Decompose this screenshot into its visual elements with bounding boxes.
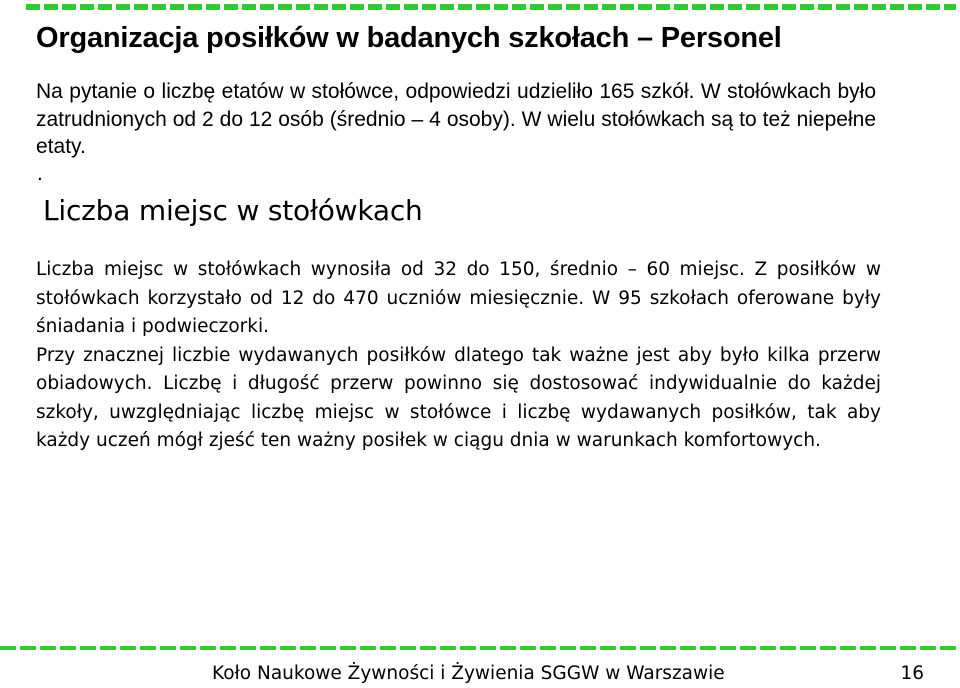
body-text [36, 256, 881, 456]
intro-paragraph: Na pytanie o liczbę etatów w stołówce, odpowiedzi udzieliło 165 szkół. W stołówkach było zatrudnionych od 2 do 12 osób (średnio – 4 osoby). W wielu stołówkach są to też niepełne etaty. [36, 80, 876, 158]
footer-organization: Koło Naukowe Żywności i Żywienia SGGW w Warszawie [212, 663, 725, 684]
stray-dot: . [37, 162, 43, 185]
section-heading: Liczba miejsc w stołówkach [43, 194, 423, 227]
body-paragraph-breaks: Przy znacznej liczbie wydawanych posiłków dlatego tak ważne jest aby było kilka przerw obiadowych. Liczbę i długość przerw powinno się dostosować indywidualnie do każdej szkoły, uwzględniając liczbę miejsc w stołówce i liczbę wydawanych posiłków, tak aby każdy uczeń mógł zjeść ten ważny posiłek w ciągu dnia w warunkach komfortowych. [36, 344, 881, 451]
page-number: 16 [900, 663, 924, 684]
body-paragraph-capacity: Liczba miejsc w stołówkach wynosiła od 32 do 150, średnio – 60 miejsc. Z posiłków w stołówkach korzystało od 12 do 470 uczniów miesięcznie. W 95 szkołach oferowane były śniadania i podwieczorki. [36, 259, 881, 337]
slide-title: Organizacja posiłków w badanych szkołach – Personel [36, 22, 782, 54]
top-divider [26, 4, 956, 10]
bottom-divider [0, 646, 960, 650]
